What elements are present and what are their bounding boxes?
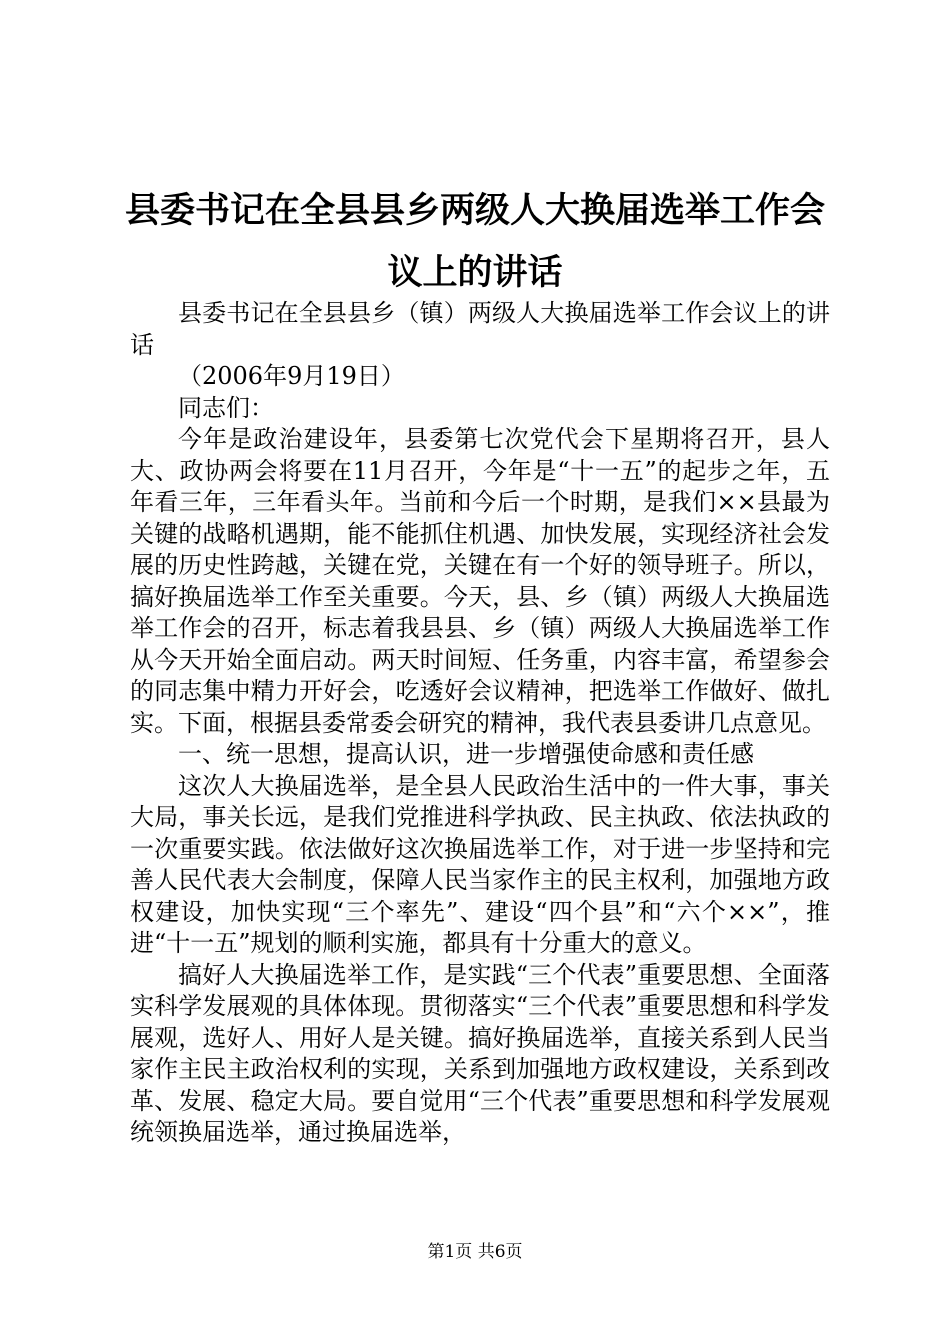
document-body xyxy=(130,298,830,1149)
section-heading: 一、统一思想，提高认识，进一步增强使命感和责任感 xyxy=(178,740,754,768)
date-line: （2006年9月19日） xyxy=(178,362,405,390)
body-paragraph: 这次人大换届选举，是全县人民政治生活中的一件大事，事关大局，事关长远，是我们党推进科学执政、民主执政、依法执政的一次重要实践。依法做好这次换届选举工作，对于进一步坚持和完善人民代表大会制度，保障人民当家作主的民主权利，加强地方政权建设，加快实现“三个率先”、建设“四个县”和“六个××”，推进“十一五”规划的顺利实施，都具有十分重大的意义。 xyxy=(130,771,830,957)
body-paragraph: 搞好人大换届选举工作，是实践“三个代表”重要思想、全面落实科学发展观的具体体现。贯彻落实“三个代表”重要思想和科学发展观，选好人、用好人是关键。搞好换届选举，直接关系到人民当家作主民主政治权利的实现，关系到加强地方政权建设，关系到改革、发展、稳定大局。要自觉用“三个代表”重要思想和科学发展观统领换届选举，通过换届选举， xyxy=(130,960,830,1146)
subtitle-paragraph: 县委书记在全县县乡（镇）两级人大换届选举工作会议上的讲话 xyxy=(130,299,830,359)
body-paragraph: 今年是政治建设年，县委第七次党代会下星期将召开，县人大、政协两会将要在11月召开，今年是“十一五”的起步之年，五年看三年，三年看头年。当前和今后一个时期，是我们××县最为关键的战略机遇期，能不能抓住机遇、加快发展，实现经济社会发展的历史性跨越，关键在党，关键在有一个好的领导班子。所以，搞好换届选举工作至关重要。今天，县、乡（镇）两级人大换届选举工作会的召开，标志着我县县、乡（镇）两级人大换届选举工作从今天开始全面启动。两天时间短、任务重，内容丰富，希望参会的同志集中精力开好会，吃透好会议精神，把选举工作做好、做扎实。下面，根据县委常委会研究的精神，我代表县委讲几点意见。 xyxy=(130,425,830,737)
document-title: 县委书记在全县县乡两级人大换届选举工作会议上的讲话 xyxy=(124,190,825,293)
salutation: 同志们： xyxy=(178,393,274,422)
page-footer: 第1页 共6页 xyxy=(427,1242,523,1262)
